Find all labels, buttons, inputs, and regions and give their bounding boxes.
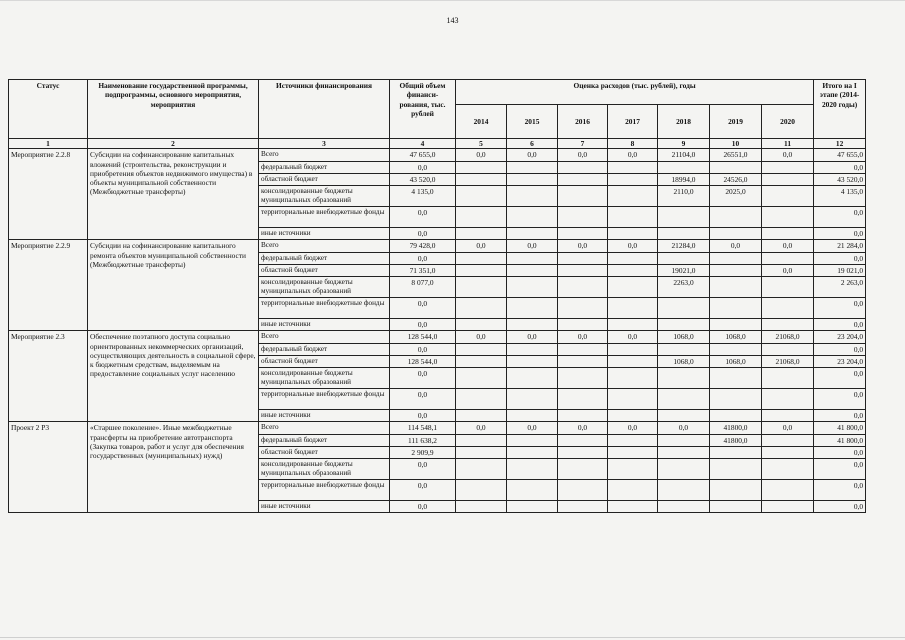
year-value-2016: 0,0 [558, 149, 608, 161]
year-value-2019: 24526,0 [710, 173, 762, 185]
itogo-value: 0,0 [814, 446, 866, 458]
itogo-value: 4 135,0 [814, 186, 866, 207]
table-body [9, 139, 866, 513]
year-value-2016 [558, 480, 608, 501]
funding-source: Всего [259, 422, 390, 434]
year-value-2016 [558, 389, 608, 410]
year-value-2017 [608, 298, 658, 319]
year-value-2017 [608, 389, 658, 410]
year-value-2019 [710, 277, 762, 298]
year-value-2018 [658, 161, 710, 173]
header-year-2015: 2015 [507, 105, 558, 139]
year-value-2018: 1068,0 [658, 331, 710, 343]
row-name: Субсидии на софинансирование капитальных вложений (строительства, реконструкции и приобретения объектов недвижимого имущества) в объекты муниципальной собственности (Межбюджетные трансферты) [88, 149, 259, 240]
year-value-2020 [762, 319, 814, 331]
funding-source: Всего [259, 240, 390, 252]
year-value-2014 [456, 343, 507, 355]
row-status: Проект 2 Р3 [9, 422, 88, 513]
year-value-2018 [658, 228, 710, 240]
year-value-2020: 0,0 [762, 264, 814, 276]
total-value: 0,0 [390, 501, 456, 513]
year-value-2015 [507, 161, 558, 173]
year-value-2020 [762, 389, 814, 410]
itogo-value: 0,0 [814, 298, 866, 319]
year-value-2018 [658, 343, 710, 355]
year-value-2016 [558, 298, 608, 319]
column-index-4: 4 [390, 139, 456, 149]
year-value-2016: 0,0 [558, 331, 608, 343]
year-value-2016 [558, 459, 608, 480]
year-value-2015 [507, 173, 558, 185]
year-value-2020 [762, 173, 814, 185]
itogo-value: 2 263,0 [814, 277, 866, 298]
year-value-2019 [710, 410, 762, 422]
table-row [9, 331, 866, 343]
column-index-9: 9 [658, 139, 710, 149]
year-value-2018 [658, 434, 710, 446]
year-value-2018 [658, 207, 710, 228]
year-value-2015 [507, 252, 558, 264]
total-value: 4 135,0 [390, 186, 456, 207]
year-value-2014 [456, 161, 507, 173]
year-value-2020 [762, 410, 814, 422]
year-value-2016 [558, 368, 608, 389]
funding-source: территориальные внебюджетные фонды [259, 298, 390, 319]
year-value-2019 [710, 343, 762, 355]
year-value-2020 [762, 446, 814, 458]
year-value-2018 [658, 252, 710, 264]
total-value: 0,0 [390, 161, 456, 173]
header-itogo: Итого на I этапе (2014-2020 годы) [814, 80, 866, 139]
header-row-1 [9, 80, 866, 105]
year-value-2015: 0,0 [507, 422, 558, 434]
year-value-2019: 1068,0 [710, 331, 762, 343]
row-name: «Старшее поколение». Иные межбюджетные трансферты на приобретение автотранспорта (Закупка товаров, работ и услуг для обеспечения государственных (муниципальных) нужд) [88, 422, 259, 513]
column-index-11: 11 [762, 139, 814, 149]
year-value-2016 [558, 501, 608, 513]
row-status: Мероприятие 2.3 [9, 331, 88, 422]
column-index-row [9, 139, 866, 149]
itogo-value: 0,0 [814, 501, 866, 513]
year-value-2018: 19021,0 [658, 264, 710, 276]
year-value-2016 [558, 186, 608, 207]
funding-source: территориальные внебюджетные фонды [259, 480, 390, 501]
year-value-2016 [558, 343, 608, 355]
year-value-2020: 0,0 [762, 422, 814, 434]
year-value-2014 [456, 319, 507, 331]
year-value-2014 [456, 173, 507, 185]
year-value-2020 [762, 368, 814, 389]
funding-source: Всего [259, 149, 390, 161]
year-value-2016 [558, 207, 608, 228]
total-value: 47 655,0 [390, 149, 456, 161]
header-year-2014: 2014 [456, 105, 507, 139]
year-value-2018: 21104,0 [658, 149, 710, 161]
year-value-2015 [507, 355, 558, 367]
row-name: Субсидии на софинансирование капитального ремонта объектов муниципальной собственности (Межбюджетные трансферты) [88, 240, 259, 331]
year-value-2015 [507, 459, 558, 480]
year-value-2017 [608, 355, 658, 367]
year-value-2019: 41800,0 [710, 422, 762, 434]
page-number: 143 [446, 16, 459, 25]
column-index-10: 10 [710, 139, 762, 149]
year-value-2014 [456, 207, 507, 228]
funding-source: федеральный бюджет [259, 252, 390, 264]
year-value-2015 [507, 298, 558, 319]
year-value-2018: 2263,0 [658, 277, 710, 298]
itogo-value: 0,0 [814, 228, 866, 240]
itogo-value: 23 204,0 [814, 331, 866, 343]
year-value-2020: 0,0 [762, 149, 814, 161]
year-value-2014 [456, 228, 507, 240]
itogo-value: 23 204,0 [814, 355, 866, 367]
year-value-2018 [658, 410, 710, 422]
year-value-2019 [710, 264, 762, 276]
year-value-2014 [456, 389, 507, 410]
year-value-2020 [762, 207, 814, 228]
funding-source: иные источники [259, 228, 390, 240]
year-value-2018 [658, 319, 710, 331]
total-value: 8 077,0 [390, 277, 456, 298]
year-value-2020 [762, 480, 814, 501]
total-value: 0,0 [390, 252, 456, 264]
itogo-value: 19 021,0 [814, 264, 866, 276]
total-value: 114 548,1 [390, 422, 456, 434]
funding-source: консолидированные бюджеты муниципальных образований [259, 277, 390, 298]
year-value-2020 [762, 459, 814, 480]
year-value-2018: 18994,0 [658, 173, 710, 185]
year-value-2018: 1068,0 [658, 355, 710, 367]
itogo-value: 43 520,0 [814, 173, 866, 185]
itogo-value: 0,0 [814, 252, 866, 264]
total-value: 128 544,0 [390, 331, 456, 343]
column-index-12: 12 [814, 139, 866, 149]
total-value: 0,0 [390, 343, 456, 355]
year-value-2017 [608, 501, 658, 513]
year-value-2016: 0,0 [558, 240, 608, 252]
column-index-8: 8 [608, 139, 658, 149]
total-value: 0,0 [390, 410, 456, 422]
year-value-2017 [608, 343, 658, 355]
year-value-2020 [762, 298, 814, 319]
year-value-2019 [710, 446, 762, 458]
header-year-2020: 2020 [762, 105, 814, 139]
year-value-2017 [608, 459, 658, 480]
year-value-2017 [608, 410, 658, 422]
total-value: 0,0 [390, 368, 456, 389]
year-value-2015 [507, 264, 558, 276]
year-value-2017: 0,0 [608, 331, 658, 343]
year-value-2014 [456, 186, 507, 207]
year-value-2020 [762, 252, 814, 264]
year-value-2015 [507, 343, 558, 355]
year-value-2014 [456, 298, 507, 319]
total-value: 0,0 [390, 389, 456, 410]
itogo-value: 0,0 [814, 319, 866, 331]
year-value-2015 [507, 207, 558, 228]
column-index-6: 6 [507, 139, 558, 149]
total-value: 0,0 [390, 480, 456, 501]
year-value-2015 [507, 228, 558, 240]
year-value-2018: 21284,0 [658, 240, 710, 252]
year-value-2014 [456, 264, 507, 276]
year-value-2019: 1068,0 [710, 355, 762, 367]
year-value-2020 [762, 343, 814, 355]
itogo-value: 0,0 [814, 368, 866, 389]
funding-source: консолидированные бюджеты муниципальных образований [259, 186, 390, 207]
funding-source: консолидированные бюджеты муниципальных образований [259, 368, 390, 389]
column-index-2: 2 [88, 139, 259, 149]
scan-top-edge [0, 0, 905, 1]
year-value-2018 [658, 446, 710, 458]
year-value-2017: 0,0 [608, 422, 658, 434]
year-value-2014: 0,0 [456, 240, 507, 252]
year-value-2016 [558, 355, 608, 367]
year-value-2015 [507, 434, 558, 446]
year-value-2018 [658, 501, 710, 513]
year-value-2016 [558, 434, 608, 446]
funding-source: областной бюджет [259, 355, 390, 367]
funding-source: федеральный бюджет [259, 343, 390, 355]
total-value: 128 544,0 [390, 355, 456, 367]
total-value: 2 909,9 [390, 446, 456, 458]
year-value-2017 [608, 319, 658, 331]
total-value: 0,0 [390, 298, 456, 319]
year-value-2015: 0,0 [507, 240, 558, 252]
year-value-2020 [762, 186, 814, 207]
year-value-2019: 2025,0 [710, 186, 762, 207]
year-value-2018 [658, 298, 710, 319]
year-value-2019 [710, 228, 762, 240]
year-value-2014 [456, 501, 507, 513]
year-value-2019: 26551,0 [710, 149, 762, 161]
itogo-value: 0,0 [814, 343, 866, 355]
year-value-2018 [658, 480, 710, 501]
year-value-2019 [710, 389, 762, 410]
year-value-2014 [456, 446, 507, 458]
year-value-2014 [456, 355, 507, 367]
year-value-2017 [608, 161, 658, 173]
year-value-2017 [608, 228, 658, 240]
total-value: 0,0 [390, 207, 456, 228]
year-value-2016 [558, 161, 608, 173]
year-value-2016 [558, 410, 608, 422]
header-year-2019: 2019 [710, 105, 762, 139]
year-value-2017 [608, 277, 658, 298]
header-year-2017: 2017 [608, 105, 658, 139]
funding-source: федеральный бюджет [259, 434, 390, 446]
year-value-2014 [456, 410, 507, 422]
year-value-2019 [710, 459, 762, 480]
total-value: 0,0 [390, 319, 456, 331]
year-value-2018 [658, 389, 710, 410]
total-value: 0,0 [390, 459, 456, 480]
year-value-2014 [456, 434, 507, 446]
year-value-2019 [710, 480, 762, 501]
table-row [9, 422, 866, 434]
header-sources: Источники финансирования [259, 80, 390, 139]
year-value-2014 [456, 480, 507, 501]
year-value-2014: 0,0 [456, 422, 507, 434]
year-value-2014 [456, 252, 507, 264]
year-value-2015 [507, 446, 558, 458]
year-value-2016 [558, 264, 608, 276]
year-value-2014: 0,0 [456, 149, 507, 161]
row-status: Мероприятие 2.2.8 [9, 149, 88, 240]
itogo-value: 21 284,0 [814, 240, 866, 252]
year-value-2015: 0,0 [507, 331, 558, 343]
year-value-2017 [608, 207, 658, 228]
year-value-2019 [710, 161, 762, 173]
itogo-value: 41 800,0 [814, 422, 866, 434]
itogo-value: 47 655,0 [814, 149, 866, 161]
year-value-2018 [658, 459, 710, 480]
year-value-2020: 0,0 [762, 240, 814, 252]
row-name: Обеспечение поэтапного доступа социально ориентированных некоммерческих организаций, осуществляющих деятельность в социальной сфере, к бюджетным средствам, выделяемым на предоставление социальных услуг населению [88, 331, 259, 422]
year-value-2015 [507, 277, 558, 298]
column-index-7: 7 [558, 139, 608, 149]
table-row [9, 240, 866, 252]
funding-source: иные источники [259, 319, 390, 331]
funding-source: областной бюджет [259, 173, 390, 185]
total-value: 71 351,0 [390, 264, 456, 276]
itogo-value: 0,0 [814, 410, 866, 422]
funding-source: Всего [259, 331, 390, 343]
year-value-2020 [762, 501, 814, 513]
funding-source: консолидированные бюджеты муниципальных образований [259, 459, 390, 480]
year-value-2017: 0,0 [608, 149, 658, 161]
year-value-2014 [456, 368, 507, 389]
year-value-2018 [658, 368, 710, 389]
year-value-2020 [762, 161, 814, 173]
year-value-2015 [507, 319, 558, 331]
year-value-2016: 0,0 [558, 422, 608, 434]
itogo-value: 0,0 [814, 459, 866, 480]
itogo-value: 0,0 [814, 480, 866, 501]
year-value-2019: 0,0 [710, 240, 762, 252]
year-value-2017 [608, 480, 658, 501]
year-value-2017 [608, 186, 658, 207]
header-estimate: Оценка расходов (тыс. рублей), годы [456, 80, 814, 105]
year-value-2016 [558, 173, 608, 185]
year-value-2019 [710, 319, 762, 331]
year-value-2014: 0,0 [456, 331, 507, 343]
year-value-2020 [762, 277, 814, 298]
year-value-2017 [608, 446, 658, 458]
year-value-2017 [608, 434, 658, 446]
itogo-value: 0,0 [814, 389, 866, 410]
funding-source: областной бюджет [259, 446, 390, 458]
column-index-1: 1 [9, 139, 88, 149]
year-value-2019 [710, 298, 762, 319]
table-row [9, 149, 866, 161]
header-year-2018: 2018 [658, 105, 710, 139]
year-value-2015 [507, 410, 558, 422]
itogo-value: 0,0 [814, 207, 866, 228]
year-value-2019: 41800,0 [710, 434, 762, 446]
year-value-2017 [608, 252, 658, 264]
year-value-2015 [507, 480, 558, 501]
header-year-2016: 2016 [558, 105, 608, 139]
year-value-2016 [558, 446, 608, 458]
year-value-2017 [608, 368, 658, 389]
year-value-2019 [710, 252, 762, 264]
total-value: 0,0 [390, 228, 456, 240]
year-value-2019 [710, 501, 762, 513]
itogo-value: 41 800,0 [814, 434, 866, 446]
column-index-5: 5 [456, 139, 507, 149]
itogo-value: 0,0 [814, 161, 866, 173]
header-total: Общий объем финанси-рования, тыс. рублей [390, 80, 456, 139]
year-value-2016 [558, 252, 608, 264]
year-value-2014 [456, 277, 507, 298]
funding-source: областной бюджет [259, 264, 390, 276]
header-name: Наименование государственной программы, подпрограммы, основного мероприятия, мероприятия [88, 80, 259, 139]
year-value-2015: 0,0 [507, 149, 558, 161]
year-value-2016 [558, 277, 608, 298]
year-value-2019 [710, 207, 762, 228]
total-value: 111 638,2 [390, 434, 456, 446]
year-value-2015 [507, 501, 558, 513]
budget-table [8, 79, 866, 513]
year-value-2017 [608, 173, 658, 185]
year-value-2020: 21068,0 [762, 355, 814, 367]
scan-bottom-edge [0, 637, 905, 638]
year-value-2015 [507, 389, 558, 410]
year-value-2018: 2110,0 [658, 186, 710, 207]
funding-source: иные источники [259, 501, 390, 513]
year-value-2014 [456, 459, 507, 480]
year-value-2020 [762, 434, 814, 446]
year-value-2020: 21068,0 [762, 331, 814, 343]
header-status: Статус [9, 80, 88, 139]
year-value-2016 [558, 228, 608, 240]
funding-source: территориальные внебюджетные фонды [259, 207, 390, 228]
year-value-2017 [608, 264, 658, 276]
total-value: 79 428,0 [390, 240, 456, 252]
row-status: Мероприятие 2.2.9 [9, 240, 88, 331]
year-value-2018: 0,0 [658, 422, 710, 434]
total-value: 43 520,0 [390, 173, 456, 185]
year-value-2016 [558, 319, 608, 331]
year-value-2020 [762, 228, 814, 240]
funding-source: территориальные внебюджетные фонды [259, 389, 390, 410]
year-value-2017: 0,0 [608, 240, 658, 252]
year-value-2015 [507, 368, 558, 389]
year-value-2019 [710, 368, 762, 389]
year-value-2015 [507, 186, 558, 207]
funding-source: федеральный бюджет [259, 161, 390, 173]
column-index-3: 3 [259, 139, 390, 149]
funding-source: иные источники [259, 410, 390, 422]
